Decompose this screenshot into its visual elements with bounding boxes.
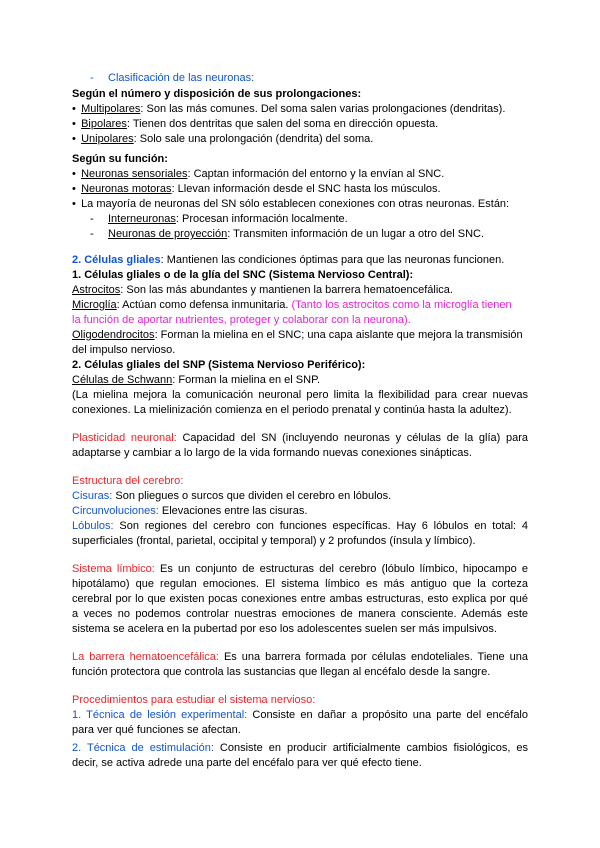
- paragraph-line: Sistema límbico: Es un conjunto de estructuras del cerebro (lóbulo límbico, hipocampo e: [72, 563, 528, 575]
- section-heading: Procedimientos para estudiar el sistema nervioso:: [72, 694, 316, 706]
- paragraph-line: Cisuras: Son pliegues o surcos que dividen el cerebro en lóbulos.: [72, 490, 392, 502]
- section-heading: Según el número y disposición de sus prolongaciones:: [72, 88, 362, 100]
- sub-list-item: - Neuronas de proyección: Transmiten información de un lugar a otro del SNC.: [90, 228, 485, 240]
- paragraph-line: función protectora que controla las sustancias que llegan al encéfalo desde la sangre.: [72, 666, 491, 678]
- paragraph-line: (La mielina mejora la comunicación neuronal pero limita la flexibilidad para crear nuevas: [72, 389, 528, 401]
- paragraph-line: decir, se activa adrede una parte del encéfalo para ver qué efecto tiene.: [72, 757, 422, 769]
- list-item: • Neuronas motoras: Llevan información desde el SNC hasta los músculos.: [72, 183, 441, 195]
- paragraph-line: la función de aportar nutrientes, proteger y colaborar con la neurona).: [72, 314, 411, 326]
- section-heading: Estructura del cerebro:: [72, 475, 184, 487]
- paragraph-line: La barrera hematoencefálica: Es una barrera formada por células endoteliales. Tiene una: [72, 651, 528, 663]
- section-heading: 2. Células gliales: Mantienen las condiciones óptimas para que las neuronas funcionen.: [72, 254, 505, 266]
- paragraph-line: del impulso nervioso.: [72, 344, 176, 356]
- sub-list-item: - Interneuronas: Procesan información localmente.: [90, 213, 348, 225]
- list-item: • Multipolares: Son las más comunes. Del soma salen varias prolongaciones (dendritas).: [72, 103, 506, 115]
- paragraph-line: a veces no podemos controlar nuestras emociones de manera consciente. Además este: [72, 608, 528, 620]
- paragraph-line: 2. Técnica de estimulación: Consiste en producir artificialmente cambios fisiológicos, es: [72, 742, 528, 754]
- list-item: • Bipolares: Tienen dos dentritas que salen del soma en dirección opuesta.: [72, 118, 439, 130]
- list-item: • Neuronas sensoriales: Captan información del entorno y la envían al SNC.: [72, 168, 445, 180]
- paragraph-line: conexiones. La mielinización comienza en el periodo prenatal y continúa hasta la adultez).: [72, 404, 512, 416]
- paragraph-line: Astrocitos: Son las más abundantes y mantienen la barrera hematoencefálica.: [72, 284, 453, 296]
- paragraph-line: Plasticidad neuronal: Capacidad del SN (incluyendo neuronas y células de la glía) para: [72, 432, 529, 444]
- subsection-heading: 1. Células gliales o de la glía del SNC (Sistema Nervioso Central):: [72, 269, 414, 281]
- list-item: • Unipolares: Solo sale una prolongación (dendrita) del soma.: [72, 133, 374, 145]
- paragraph-line: Circunvoluciones: Elevaciones entre las cisuras.: [72, 505, 308, 517]
- paragraph-line: para ver qué funciones se afectan.: [72, 724, 241, 736]
- paragraph-line: hipotálamo) que regulan emociones. El sistema límbico es más antiguo que la corteza: [72, 578, 528, 590]
- list-item: - Clasificación de las neuronas:: [90, 72, 255, 84]
- paragraph-line: Microglía: Actúan como defensa inmunitaria. (Tanto los astrocitos como la microglía tienen: [72, 299, 512, 311]
- section-heading: Según su función:: [72, 153, 168, 165]
- paragraph-line: 1. Técnica de lesión experimental: Consiste en dañar a propósito una parte del encéfalo: [72, 709, 528, 721]
- paragraph-line: Oligodendrocitos: Forman la mielina en el SNC; una capa aislante que mejora la transmisión: [72, 329, 523, 341]
- paragraph-line: Células de Schwann: Forman la mielina en el SNP.: [72, 374, 321, 386]
- subsection-heading: 2. Células gliales del SNP (Sistema Nervioso Periférico):: [72, 359, 366, 371]
- paragraph-line: sistema se acelera en la pubertad por eso los adolescentes suelen ser más impulsivos.: [72, 623, 497, 635]
- paragraph-line: cerebral por lo que existen pocas conexiones entre ambas estructuras, esto explica por qué: [72, 593, 528, 605]
- paragraph-line: Lóbulos: Son regiones del cerebro con funciones específicas. Hay 6 lóbulos en total: 4: [72, 520, 528, 532]
- paragraph-line: adaptarse y cambiar a lo largo de la vida formando nuevas conexiones sinápticas.: [72, 447, 472, 459]
- paragraph-line: superficiales (frontal, parietal, occipital y temporal) y 2 profundos (ínsula y límbico).: [72, 535, 476, 547]
- list-item: • La mayoría de neuronas del SN sólo establecen conexiones con otras neuronas. Están:: [72, 198, 510, 210]
